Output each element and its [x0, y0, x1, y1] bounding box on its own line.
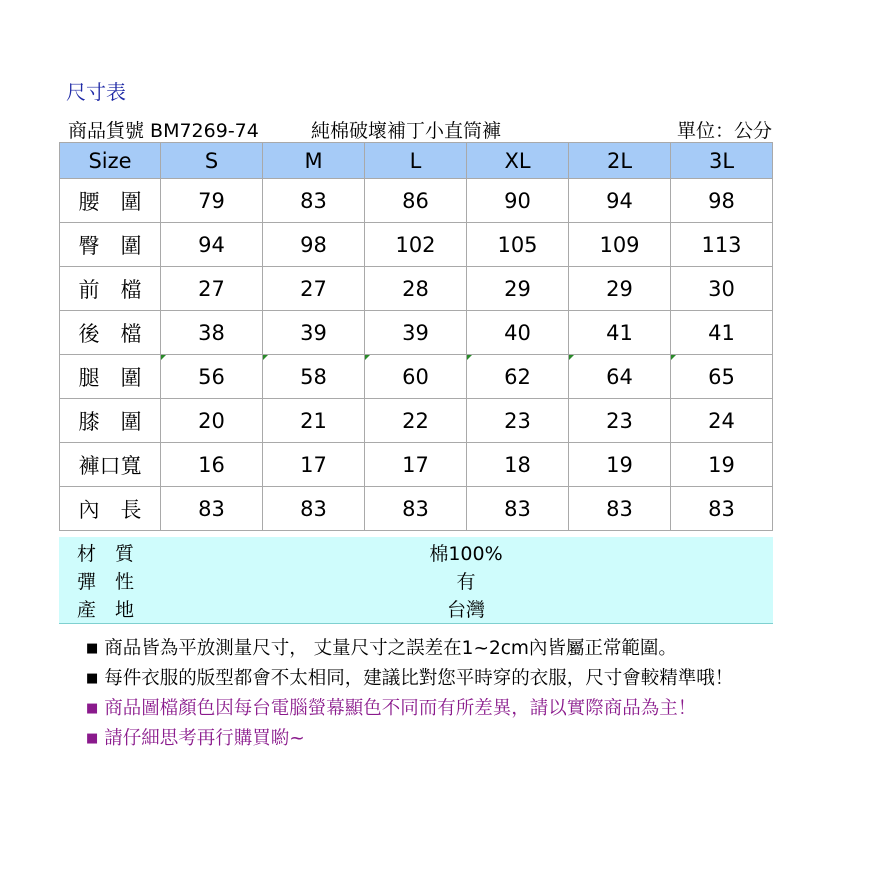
- origin-value: 台灣: [446, 599, 485, 621]
- comment-marker-icon: [365, 355, 370, 360]
- measurement-value: 39: [263, 311, 365, 355]
- measurement-value: 98: [671, 179, 773, 223]
- measurement-value: 16: [161, 443, 263, 487]
- header-cell: XL: [467, 143, 569, 179]
- measurement-value: 60: [365, 355, 467, 399]
- measurement-label: 褲口寬: [60, 443, 161, 487]
- measurement-value: 94: [569, 179, 671, 223]
- elasticity-label: [77, 567, 147, 594]
- comment-marker-icon: [263, 355, 268, 360]
- measurement-value: 29: [569, 267, 671, 311]
- measurement-value: 40: [467, 311, 569, 355]
- size-table: [59, 142, 773, 531]
- measurement-value: 83: [263, 487, 365, 531]
- comment-marker-icon: [671, 355, 676, 360]
- measurement-value: 83: [263, 179, 365, 223]
- measurement-value: 90: [467, 179, 569, 223]
- measurement-value: 19: [671, 443, 773, 487]
- measurement-value: 22: [365, 399, 467, 443]
- origin-row: [59, 595, 773, 623]
- measurement-value: 17: [365, 443, 467, 487]
- page-title: 尺寸表: [66, 80, 126, 104]
- measurement-value: 62: [467, 355, 569, 399]
- measurement-value: 56: [161, 355, 263, 399]
- measurement-label: 臀 圍: [60, 223, 161, 267]
- size-table-row: [60, 223, 773, 267]
- measurement-value: 83: [365, 487, 467, 531]
- measurement-value: 39: [365, 311, 467, 355]
- size-table-row: [60, 443, 773, 487]
- measurement-label: 腰 圍: [60, 179, 161, 223]
- note-text: 商品皆為平放測量尺寸， 丈量尺寸之誤差在1~2cm內皆屬正常範圍。: [104, 638, 677, 659]
- measurement-value: 41: [569, 311, 671, 355]
- measurement-label: 膝 圍: [60, 399, 161, 443]
- product-code: 商品貨號 BM7269-74: [68, 120, 259, 142]
- header-cell: 2L: [569, 143, 671, 179]
- size-table-row: [60, 179, 773, 223]
- measurement-value: 83: [161, 487, 263, 531]
- material-label: [77, 539, 147, 566]
- measurement-value: 64: [569, 355, 671, 399]
- measurement-value: 65: [671, 355, 773, 399]
- measurement-label: 前 檔: [60, 267, 161, 311]
- measurement-value: 28: [365, 267, 467, 311]
- measurement-label: 腿 圍: [60, 355, 161, 399]
- product-name: 純棉破壞補丁小直筒褲: [311, 120, 502, 142]
- measurement-value: 102: [365, 223, 467, 267]
- measurement-value: 19: [569, 443, 671, 487]
- size-table-row: [60, 267, 773, 311]
- measurement-value: 27: [263, 267, 365, 311]
- bullet-square-icon: ■: [86, 671, 99, 686]
- measurement-value: 23: [569, 399, 671, 443]
- measurement-value: 83: [671, 487, 773, 531]
- measurement-value: 86: [365, 179, 467, 223]
- unit-label: 單位：公分: [676, 120, 772, 142]
- measurement-value: 27: [161, 267, 263, 311]
- note-item: [86, 634, 677, 660]
- note-text: 請仔細思考再行購買喲~: [104, 728, 305, 749]
- measurement-value: 109: [569, 223, 671, 267]
- measurement-value: 58: [263, 355, 365, 399]
- measurement-value: 17: [263, 443, 365, 487]
- elasticity-row: [59, 567, 773, 595]
- note-text: 每件衣服的版型都會不太相同，建議比對您平時穿的衣服，尺寸會較精準哦！: [104, 668, 734, 689]
- origin-label-text: 產 地: [77, 599, 135, 621]
- size-table-header: [60, 143, 773, 179]
- bullet-square-icon: ■: [86, 731, 99, 746]
- header-cell: M: [263, 143, 365, 179]
- size-table-row: [60, 399, 773, 443]
- measurement-value: 24: [671, 399, 773, 443]
- measurement-value: 113: [671, 223, 773, 267]
- measurement-value: 38: [161, 311, 263, 355]
- size-table-row: [60, 487, 773, 531]
- elasticity-value: 有: [456, 571, 476, 593]
- measurement-value: 83: [467, 487, 569, 531]
- measurement-value: 18: [467, 443, 569, 487]
- measurement-value: 20: [161, 399, 263, 443]
- material-label-text: 材 質: [77, 543, 135, 565]
- comment-marker-icon: [467, 355, 472, 360]
- elasticity-label-text: 彈 性: [77, 571, 135, 593]
- origin-label: [77, 595, 147, 622]
- measurement-value: 98: [263, 223, 365, 267]
- size-table-row: [60, 355, 773, 399]
- header-cell: Size: [60, 143, 161, 179]
- bullet-square-icon: ■: [86, 641, 99, 656]
- measurement-value: 29: [467, 267, 569, 311]
- measurement-label: 內 長: [60, 487, 161, 531]
- header-cell: 3L: [671, 143, 773, 179]
- measurement-value: 105: [467, 223, 569, 267]
- note-item: [86, 664, 733, 690]
- note-text: 商品圖檔顏色因每台電腦螢幕顯色不同而有所差異，請以實際商品為主！: [104, 698, 697, 719]
- measurement-value: 79: [161, 179, 263, 223]
- measurement-label: 後 檔: [60, 311, 161, 355]
- bullet-square-icon: ■: [86, 701, 99, 716]
- measurement-value: 21: [263, 399, 365, 443]
- measurement-value: 83: [569, 487, 671, 531]
- comment-marker-icon: [161, 355, 166, 360]
- material-value: 棉100%: [429, 543, 503, 565]
- note-item: [86, 694, 696, 720]
- measurement-value: 23: [467, 399, 569, 443]
- measurement-value: 94: [161, 223, 263, 267]
- measurement-value: 41: [671, 311, 773, 355]
- measurement-value: 30: [671, 267, 773, 311]
- note-item: [86, 724, 305, 750]
- product-info: [68, 116, 772, 142]
- material-section: [59, 537, 773, 624]
- size-table-row: [60, 311, 773, 355]
- header-cell: S: [161, 143, 263, 179]
- comment-marker-icon: [569, 355, 574, 360]
- header-cell: L: [365, 143, 467, 179]
- material-row: [59, 539, 773, 567]
